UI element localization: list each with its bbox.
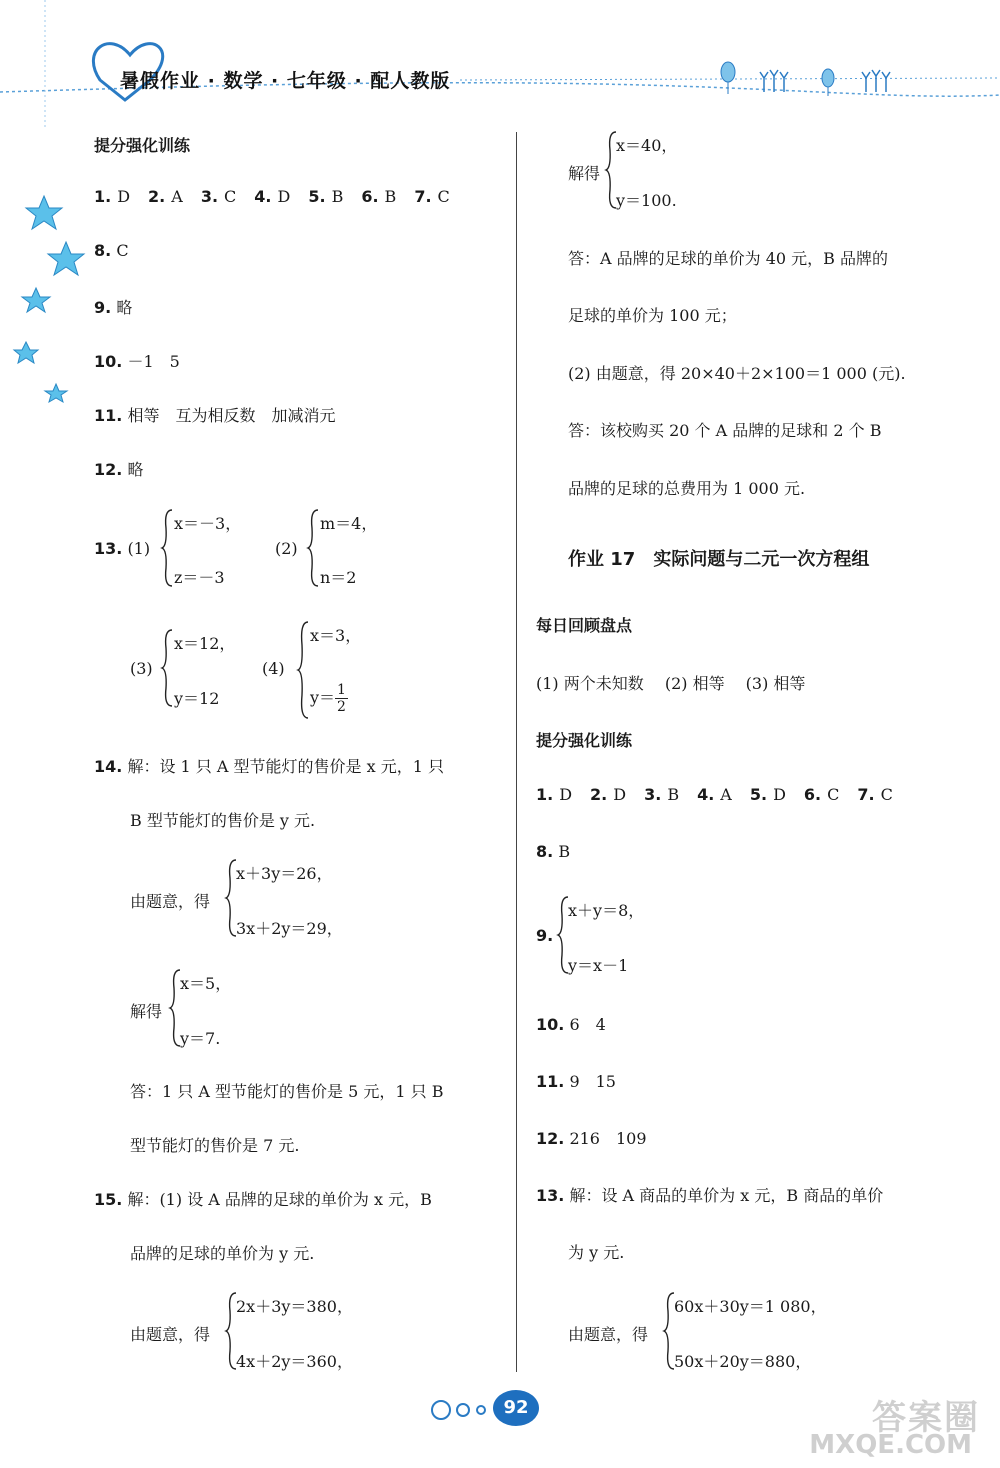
- equation-line: 60x＋30y＝1 080，: [674, 1297, 827, 1316]
- section-heading: 提分强化训练: [94, 136, 191, 155]
- choice-letter: C: [827, 785, 840, 804]
- section-heading: 提分强化训练: [536, 731, 633, 750]
- mc-answer: [94, 187, 130, 206]
- equation-line: 4x＋2y＝360，: [236, 1352, 353, 1371]
- watermark-logo: 答案圈: [872, 1398, 980, 1438]
- answer-10: 10. －1 5: [94, 352, 180, 371]
- equation-system: [556, 895, 676, 975]
- equation-line: y＝x－1: [568, 956, 629, 975]
- mc-answer: [697, 785, 732, 804]
- question-number: 2.: [590, 785, 608, 804]
- answer-14: 14. 解：设 1 只 A 型节能灯的售价是 x 元，1 只: [94, 757, 444, 776]
- text-line: 由题意，得: [130, 892, 211, 911]
- mc-answer: [254, 187, 290, 206]
- answer-9-label: 9.: [536, 926, 554, 945]
- question-number: 7.: [857, 785, 875, 804]
- answer-11: 11. 9 15: [536, 1072, 616, 1091]
- answer-9: 9. 略: [94, 298, 133, 317]
- equation-line: x＋3y＝26，: [236, 864, 333, 883]
- question-number: 6.: [803, 785, 822, 804]
- question-number: 1.: [536, 785, 554, 804]
- mc-answer: [750, 785, 786, 804]
- equation-line: y＝12: [174, 689, 220, 708]
- star-icon: [26, 196, 62, 229]
- assignment-title: 作业 17 实际问题与二元一次方程组: [568, 549, 870, 570]
- equation-line: 3x＋2y＝29，: [236, 919, 343, 938]
- mc-answer: [536, 785, 572, 804]
- mc-answer: [148, 187, 183, 206]
- watermark-url: MXQE.COM: [809, 1430, 972, 1460]
- star-icon: [14, 342, 38, 363]
- answer-12: 12. 216 109: [536, 1129, 647, 1148]
- answer-row: [536, 785, 911, 804]
- choice-letter: D: [773, 785, 786, 804]
- mc-answer: [644, 785, 679, 804]
- choice-letter: D: [117, 187, 131, 206]
- choice-letter: D: [277, 187, 291, 206]
- choice-letter: C: [880, 785, 893, 804]
- equation-line: z＝－3: [174, 568, 225, 587]
- text-line: 为 y 元.: [568, 1243, 625, 1262]
- column-divider: [516, 132, 517, 1372]
- choice-letter: A: [171, 187, 183, 206]
- part-label: (4): [262, 659, 285, 678]
- equation-line: x＝5，: [180, 974, 232, 993]
- question-number: 3.: [200, 187, 219, 206]
- star-icon: [22, 288, 50, 312]
- mc-answer: [201, 187, 236, 206]
- equation-system: [662, 1291, 832, 1371]
- text-line: B 型节能灯的售价是 y 元.: [130, 811, 316, 830]
- question-number: 4.: [254, 187, 272, 206]
- text-line: 答：A 品牌的足球的单价为 40 元，B 品牌的: [568, 249, 889, 268]
- page-header-title: 暑假作业 · 数学 · 七年级 · 配人教版: [120, 70, 451, 92]
- answer-13: 13. 解：设 A 商品的单价为 x 元，B 商品的单价: [536, 1186, 884, 1205]
- equation-line: x＝3，: [310, 626, 362, 645]
- equation-system: [306, 508, 406, 588]
- choice-letter: B: [331, 187, 344, 206]
- choice-letter: D: [613, 785, 627, 804]
- choice-letter: B: [667, 785, 680, 804]
- text-line: 由题意，得: [568, 1325, 649, 1344]
- page-number: 92: [493, 1390, 539, 1426]
- star-icon: [45, 384, 67, 402]
- choice-letter: C: [224, 187, 237, 206]
- question-number: 5.: [308, 187, 326, 206]
- text-line: 解得: [568, 164, 601, 183]
- equation-system: [168, 968, 268, 1048]
- question-number: 1.: [94, 187, 112, 206]
- question-number: 5.: [749, 785, 768, 804]
- question-number: 2.: [148, 187, 166, 206]
- answer-8: 8. B: [536, 842, 571, 861]
- page-number-decoration: [425, 1395, 495, 1425]
- equation-line: y＝ $\frac{1}{2}$: [310, 682, 346, 715]
- text-line: 品牌的足球的单价为 y 元.: [130, 1244, 315, 1263]
- text-line: (2) 由题意，得 20×40＋2×100＝1 000 (元).: [568, 364, 906, 383]
- mc-answer: [590, 785, 626, 804]
- text-line: 答：1 只 A 型节能灯的售价是 5 元，1 只 B: [130, 1082, 444, 1101]
- mc-answer: [308, 187, 343, 206]
- equation-system: [160, 508, 260, 588]
- question-number: 6.: [361, 187, 379, 206]
- equation-system: [160, 628, 260, 708]
- answer-13-label: 13. (1): [94, 539, 151, 558]
- equation-line: 50x＋20y＝880，: [674, 1352, 812, 1371]
- part-label: (3): [130, 659, 153, 678]
- equation-line: y＝7.: [180, 1029, 221, 1048]
- fraction: $\frac{1}{2}$: [337, 682, 346, 715]
- equation-system: [604, 130, 724, 210]
- equation-line: x＝－3，: [174, 514, 242, 533]
- mc-answer: [804, 785, 839, 804]
- part-label: (2): [275, 539, 298, 558]
- equation-line: x＋y＝8，: [568, 901, 645, 920]
- brace-icon: [160, 508, 174, 588]
- equation-system: [224, 1291, 384, 1371]
- text-line: 品牌的足球的总费用为 1 000 元.: [568, 479, 806, 498]
- equation-line: y＝100.: [616, 191, 677, 210]
- text-line: 型节能灯的售价是 7 元.: [130, 1136, 300, 1155]
- choice-letter: B: [384, 187, 397, 206]
- tree-icon: [721, 62, 834, 96]
- review-answers: (1) 两个未知数 (2) 相等 (3) 相等: [536, 674, 806, 693]
- equation-system: [224, 858, 374, 938]
- question-number: 3.: [644, 785, 662, 804]
- mc-answer: [414, 187, 449, 206]
- star-icon: [48, 242, 84, 275]
- brace-icon: [296, 620, 310, 720]
- equation-line: 2x＋3y＝380，: [236, 1297, 353, 1316]
- brace-icon: [306, 508, 320, 588]
- equation-line: n＝2: [320, 568, 357, 587]
- brace-icon: [160, 628, 174, 708]
- mc-answer: [361, 187, 396, 206]
- answer-11: 11. 相等 互为相反数 加减消元: [94, 406, 336, 425]
- section-heading: 每日回顾盘点: [536, 616, 633, 635]
- answer-12: 12. 略: [94, 460, 144, 479]
- text-line: 由题意，得: [130, 1325, 211, 1344]
- equation-line: m＝4，: [320, 514, 378, 533]
- choice-letter: A: [720, 785, 732, 804]
- answer-row: [94, 187, 468, 206]
- answer-15: 15. 解：(1) 设 A 品牌的足球的单价为 x 元，B: [94, 1190, 432, 1209]
- text-line: 解得: [130, 1002, 163, 1021]
- answer-10: 10. 6 4: [536, 1015, 606, 1034]
- mc-answer: [857, 785, 892, 804]
- star-decorations: [0, 180, 90, 410]
- text-line: 足球的单价为 100 元；: [568, 306, 737, 325]
- text-line: 答：该校购买 20 个 A 品牌的足球和 2 个 B: [568, 421, 882, 440]
- header-decoration: [0, 0, 1000, 130]
- question-number: 7.: [414, 187, 432, 206]
- equation-system: [296, 620, 406, 720]
- equation-line: x＝40，: [616, 136, 678, 155]
- choice-letter: D: [559, 785, 573, 804]
- answer-8: 8. C: [94, 241, 129, 260]
- equation-line: x＝12，: [174, 634, 236, 653]
- question-number: 4.: [697, 785, 715, 804]
- choice-letter: C: [437, 187, 450, 206]
